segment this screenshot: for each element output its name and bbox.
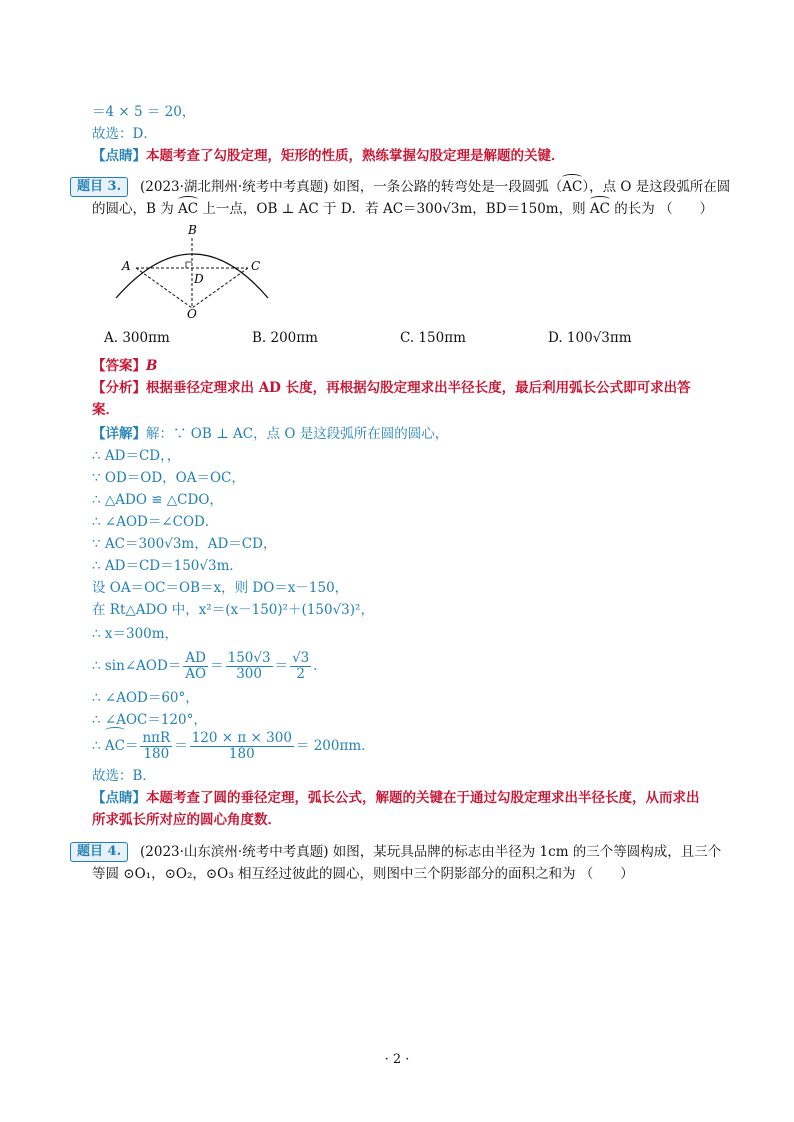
detail-line-7: 设 OA＝OC＝OB＝x，则 DO＝x－150， <box>92 580 349 596</box>
label-b: B <box>188 223 197 237</box>
detail-line-8: 在 Rt△ADO 中，x²＝(x－150)²＋(150√3)²， <box>92 602 374 618</box>
fraction: $\frac{√3}{2}$ <box>292 650 310 682</box>
option-d[interactable]: D. 100√3πm <box>548 330 632 346</box>
question-badge-3 <box>70 177 128 197</box>
page-number: · 2 · <box>384 1052 410 1067</box>
comment-tag: 【点睛】 <box>92 790 146 806</box>
fraction: $\frac{120 \times \pi \times 300}{180}$ <box>191 730 292 762</box>
q3-comment-line1: 【点睛】本题考查了圆的垂径定理，弧长公式，解题的关键在于通过勾股定理求出半径长度，从而求出 <box>92 790 700 806</box>
detail-line-9: ∴ x＝300m， <box>92 626 179 642</box>
detail-line-0: 【详解】解：∵ OB ⊥ AC，点 O 是这段弧所在圆的圆心， <box>92 426 449 442</box>
option-b[interactable]: B. 200πm <box>252 330 318 346</box>
comment-text: 本题考查了勾股定理，矩形的性质，熟练掌握勾股定理是解题的关键． <box>146 148 565 164</box>
answer-line <box>92 356 157 376</box>
analysis-tag: 【分析】 <box>92 380 146 396</box>
detail-line-3: ∴ △ADO ≌ △CDO， <box>92 492 223 508</box>
detail-tag: 【详解】 <box>92 426 146 442</box>
question-badge-4 <box>70 842 128 862</box>
question-badge-num: 3. <box>107 179 122 194</box>
analysis-line2: 案． <box>92 402 119 418</box>
fraction: $\frac{AD}{AO}$ <box>185 650 207 682</box>
question-badge-label: 题目 <box>77 179 104 194</box>
option-a[interactable]: A. 300πm <box>104 330 170 346</box>
fraction: $\frac{\text{nπR}}{180}$ <box>142 730 171 762</box>
q4-stem-line2: 等圆 ⊙O₁，⊙O₂，⊙O₃ 相互经过彼此的圆心，则图中三个阴影部分的面积之和为 （ ） <box>92 866 634 882</box>
analysis-line1: 【分析】根据垂径定理求出 AD 长度，再根据勾股定理求出半径长度，最后利用弧长公式即可求出答 <box>92 380 691 396</box>
detail-line-5: ∵ AC＝300√3m，AD＝CD， <box>92 536 277 552</box>
q3-stem-line1: (2023·湖北荆州·统考中考真题) 如图，一条公路的转弯处是一段圆弧（AC），点 O 是这段弧所在圆 <box>140 179 731 195</box>
q3-comment-line2: 所求弧长所对应的圆心角度数． <box>92 812 281 828</box>
label-d: D <box>194 272 204 286</box>
fraction: $\frac{150√3}{300}$ <box>227 650 271 682</box>
prev-comment <box>92 146 565 166</box>
prev-solution-line: ＝4 × 5 ＝ 20， <box>92 104 196 120</box>
detail-choice: 故选：B． <box>92 768 156 784</box>
segment-ao <box>136 268 192 308</box>
detail-line-4: ∴ ∠AOD＝∠COD． <box>92 514 219 530</box>
comment-tag: 【点睛】 <box>92 148 146 164</box>
q4-stem-line1: (2023·山东滨州·统考中考真题) 如图，某玩具品牌的标志由半径为 1cm 的三个等圆构成，且三个 <box>140 844 722 860</box>
detail-line-11: ∴ ∠AOD＝60°， <box>92 690 199 706</box>
label-a: A <box>122 259 131 273</box>
detail-line-12: ∴ ∠AOC＝120°， <box>92 712 207 728</box>
arc-ac: AC <box>105 730 125 762</box>
answer-value: B <box>146 358 158 374</box>
arc-ac: AC <box>562 179 583 195</box>
detail-line-6: ∴ AD＝CD＝150√3m． <box>92 558 243 574</box>
question-badge-label: 题目 <box>77 844 104 859</box>
arc-figure <box>108 220 278 320</box>
label-o: O <box>187 307 197 320</box>
option-c[interactable]: C. 150πm <box>400 330 466 346</box>
arc-ac: AC <box>178 201 199 217</box>
label-c: C <box>251 259 261 273</box>
detail-line-10: ∴ sin∠AOD＝ $\frac{AD}{AO}$ ＝ $\frac{150√3}{300}$ ＝ $\frac{√3}{2}$ ． <box>92 650 327 682</box>
answer-tag: 【答案】 <box>92 358 146 374</box>
prev-choice-line: 故选：D． <box>92 126 157 142</box>
detail-line-13: ∴ AC＝ $\frac{\text{nπR}}{180}$ ＝ $\frac{120 \times \pi \times 300}{180}$ ＝ 200πm． <box>92 730 375 762</box>
arc-ac: AC <box>589 201 610 217</box>
detail-line-2: ∵ OD＝OD，OA＝OC， <box>92 470 245 486</box>
question-badge-num: 4. <box>107 844 122 859</box>
detail-line-1: ∴ AD＝CD，， <box>92 448 181 464</box>
right-angle-mark <box>186 262 192 268</box>
q3-stem-line2: 的圆心，B 为 AC 上一点，OB ⊥ AC 于 D．若 AC＝300√3m，BD＝150m，则 AC 的长为 （ ） <box>92 201 714 217</box>
